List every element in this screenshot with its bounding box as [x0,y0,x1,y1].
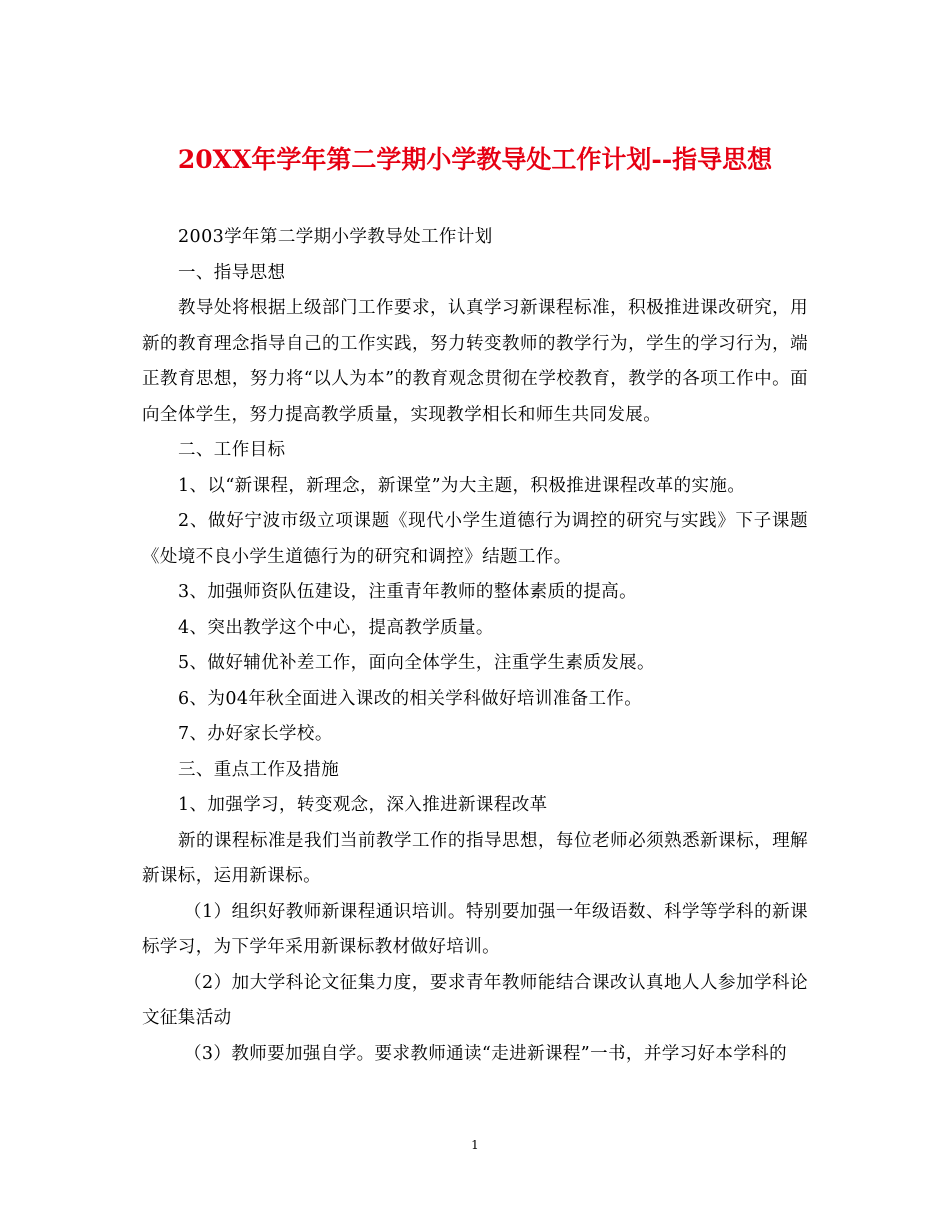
document-title: 20XX年学年第二学期小学教导处工作计划--指导思想 [177,145,773,174]
goal-item-6: 6、为04年秋全面进入课改的相关学科做好培训准备工作。 [178,688,643,709]
paragraph-new-curriculum: 新的课程标准是我们当前教学工作的指导思想，每位老师必须熟悉新课标，理解新课标，运用新课标。 [142,830,808,886]
goal-item-3: 3、加强师资队伍建设，注重青年教师的整体素质的提高。 [178,582,638,602]
page-number: 1 [471,1138,479,1152]
section-heading-key-work: 三、重点工作及措施 [178,759,340,780]
section-heading-work-goals: 二、工作目标 [178,440,286,460]
goal-item-2: 2、做好宁波市级立项课题《现代小学生道德行为调控的研究与实践》下子课题《处境不良小学生道德行为的研究和调控》结题工作。 [142,511,808,567]
measure-item-2: （2）加大学科论文征集力度，要求青年教师能结合课改认真地人人参加学科论文征集活动 [142,972,808,1028]
section-heading-guiding-thought: 一、指导思想 [178,262,286,283]
paragraph-plan-heading: 2003学年第二学期小学教导处工作计划 [178,227,493,247]
key-work-item-1: 1、加强学习，转变观念，深入推进新课程改革 [178,795,548,815]
measure-item-3: （3）教师要加强自学。要求教师通读“走进新课程”一书，并学习好本学科的 [184,1043,788,1064]
paragraph-guiding-thought: 教导处将根据上级部门工作要求，认真学习新课程标准，积极推进课改研究，用新的教育理念指导自己的工作实践，努力转变教师的教学行为，学生的学习行为，端正教育思想，努力将“以人为本”的教育观念贯彻在学校教育，教学的各项工作中。面向全体学生，努力提高教学质量，实现教学相长和师生共同发展。 [142,298,808,425]
measure-item-1: （1）组织好教师新课程通识培训。特别要加强一年级语数、科学等学科的新课标学习，为下学年采用新课标教材做好培训。 [142,901,808,957]
document-body [142,220,808,1072]
goal-item-5: 5、做好辅优补差工作，面向全体学生，注重学生素质发展。 [178,653,655,673]
goal-item-4: 4、突出教学这个中心，提高教学质量。 [178,617,494,638]
goal-item-1: 1、以“新课程，新理念，新课堂”为大主题，积极推进课程改革的实施。 [178,475,746,496]
goal-item-7: 7、办好家长学校。 [178,724,333,744]
